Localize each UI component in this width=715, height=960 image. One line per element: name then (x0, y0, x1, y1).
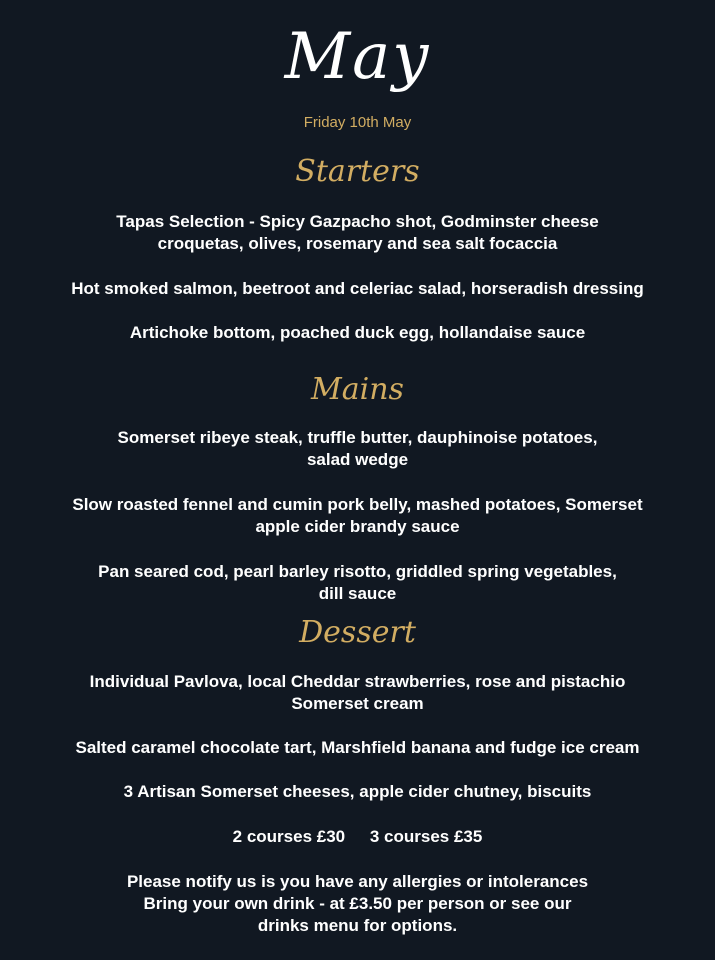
note-line: Bring your own drink - at £3.50 per person or see our (143, 894, 572, 913)
menu-item-line: Pan seared cod, pearl barley risotto, griddled spring vegetables, (98, 562, 617, 581)
menu-item (0, 211, 715, 255)
menu-date: Friday 10th May (303, 114, 412, 131)
menu-item (0, 671, 715, 715)
note-line: drinks menu for options. (257, 916, 458, 935)
menu-item-line: Somerset cream (291, 694, 424, 713)
menu-item (0, 278, 715, 300)
menu-item (0, 561, 715, 605)
note-line: Please notify us is you have any allergies or intolerances (126, 872, 589, 891)
price-two-courses: 2 courses £30 (232, 827, 346, 846)
menu-item-line: Artichoke bottom, poached duck egg, hollandaise sauce (129, 323, 586, 342)
menu-item (0, 322, 715, 344)
menu-item-line: Tapas Selection - Spicy Gazpacho shot, Godminster cheese (116, 212, 599, 231)
price-line (0, 826, 715, 848)
menu-item (0, 427, 715, 471)
menu-item-line: Somerset ribeye steak, truffle butter, dauphinoise potatoes, (117, 428, 598, 447)
section-heading-starters: Starters (295, 154, 420, 189)
menu-item (0, 494, 715, 538)
menu-item-line: salad wedge (306, 450, 409, 469)
menu-item-line: croquetas, olives, rosemary and sea salt focaccia (157, 234, 558, 253)
price-three-courses: 3 courses £35 (369, 827, 483, 846)
menu-item-line: dill sauce (318, 584, 397, 603)
menu-item-line: 3 Artisan Somerset cheeses, apple cider chutney, biscuits (123, 782, 592, 801)
section-heading-mains: Mains (311, 372, 404, 407)
menu-item (0, 781, 715, 803)
menu-item-line: Individual Pavlova, local Cheddar strawberries, rose and pistachio (89, 672, 626, 691)
menu-item-line: Salted caramel chocolate tart, Marshfield banana and fudge ice cream (75, 738, 640, 757)
menu-item-line: Slow roasted fennel and cumin pork belly, mashed potatoes, Somerset (72, 495, 643, 514)
menu-item (0, 737, 715, 759)
menu-title: May (284, 20, 431, 94)
menu-item-line: apple cider brandy sauce (255, 517, 460, 536)
menu-item-line: Hot smoked salmon, beetroot and celeriac salad, horseradish dressing (71, 279, 644, 298)
section-heading-dessert: Dessert (299, 615, 416, 650)
notes (0, 871, 715, 937)
